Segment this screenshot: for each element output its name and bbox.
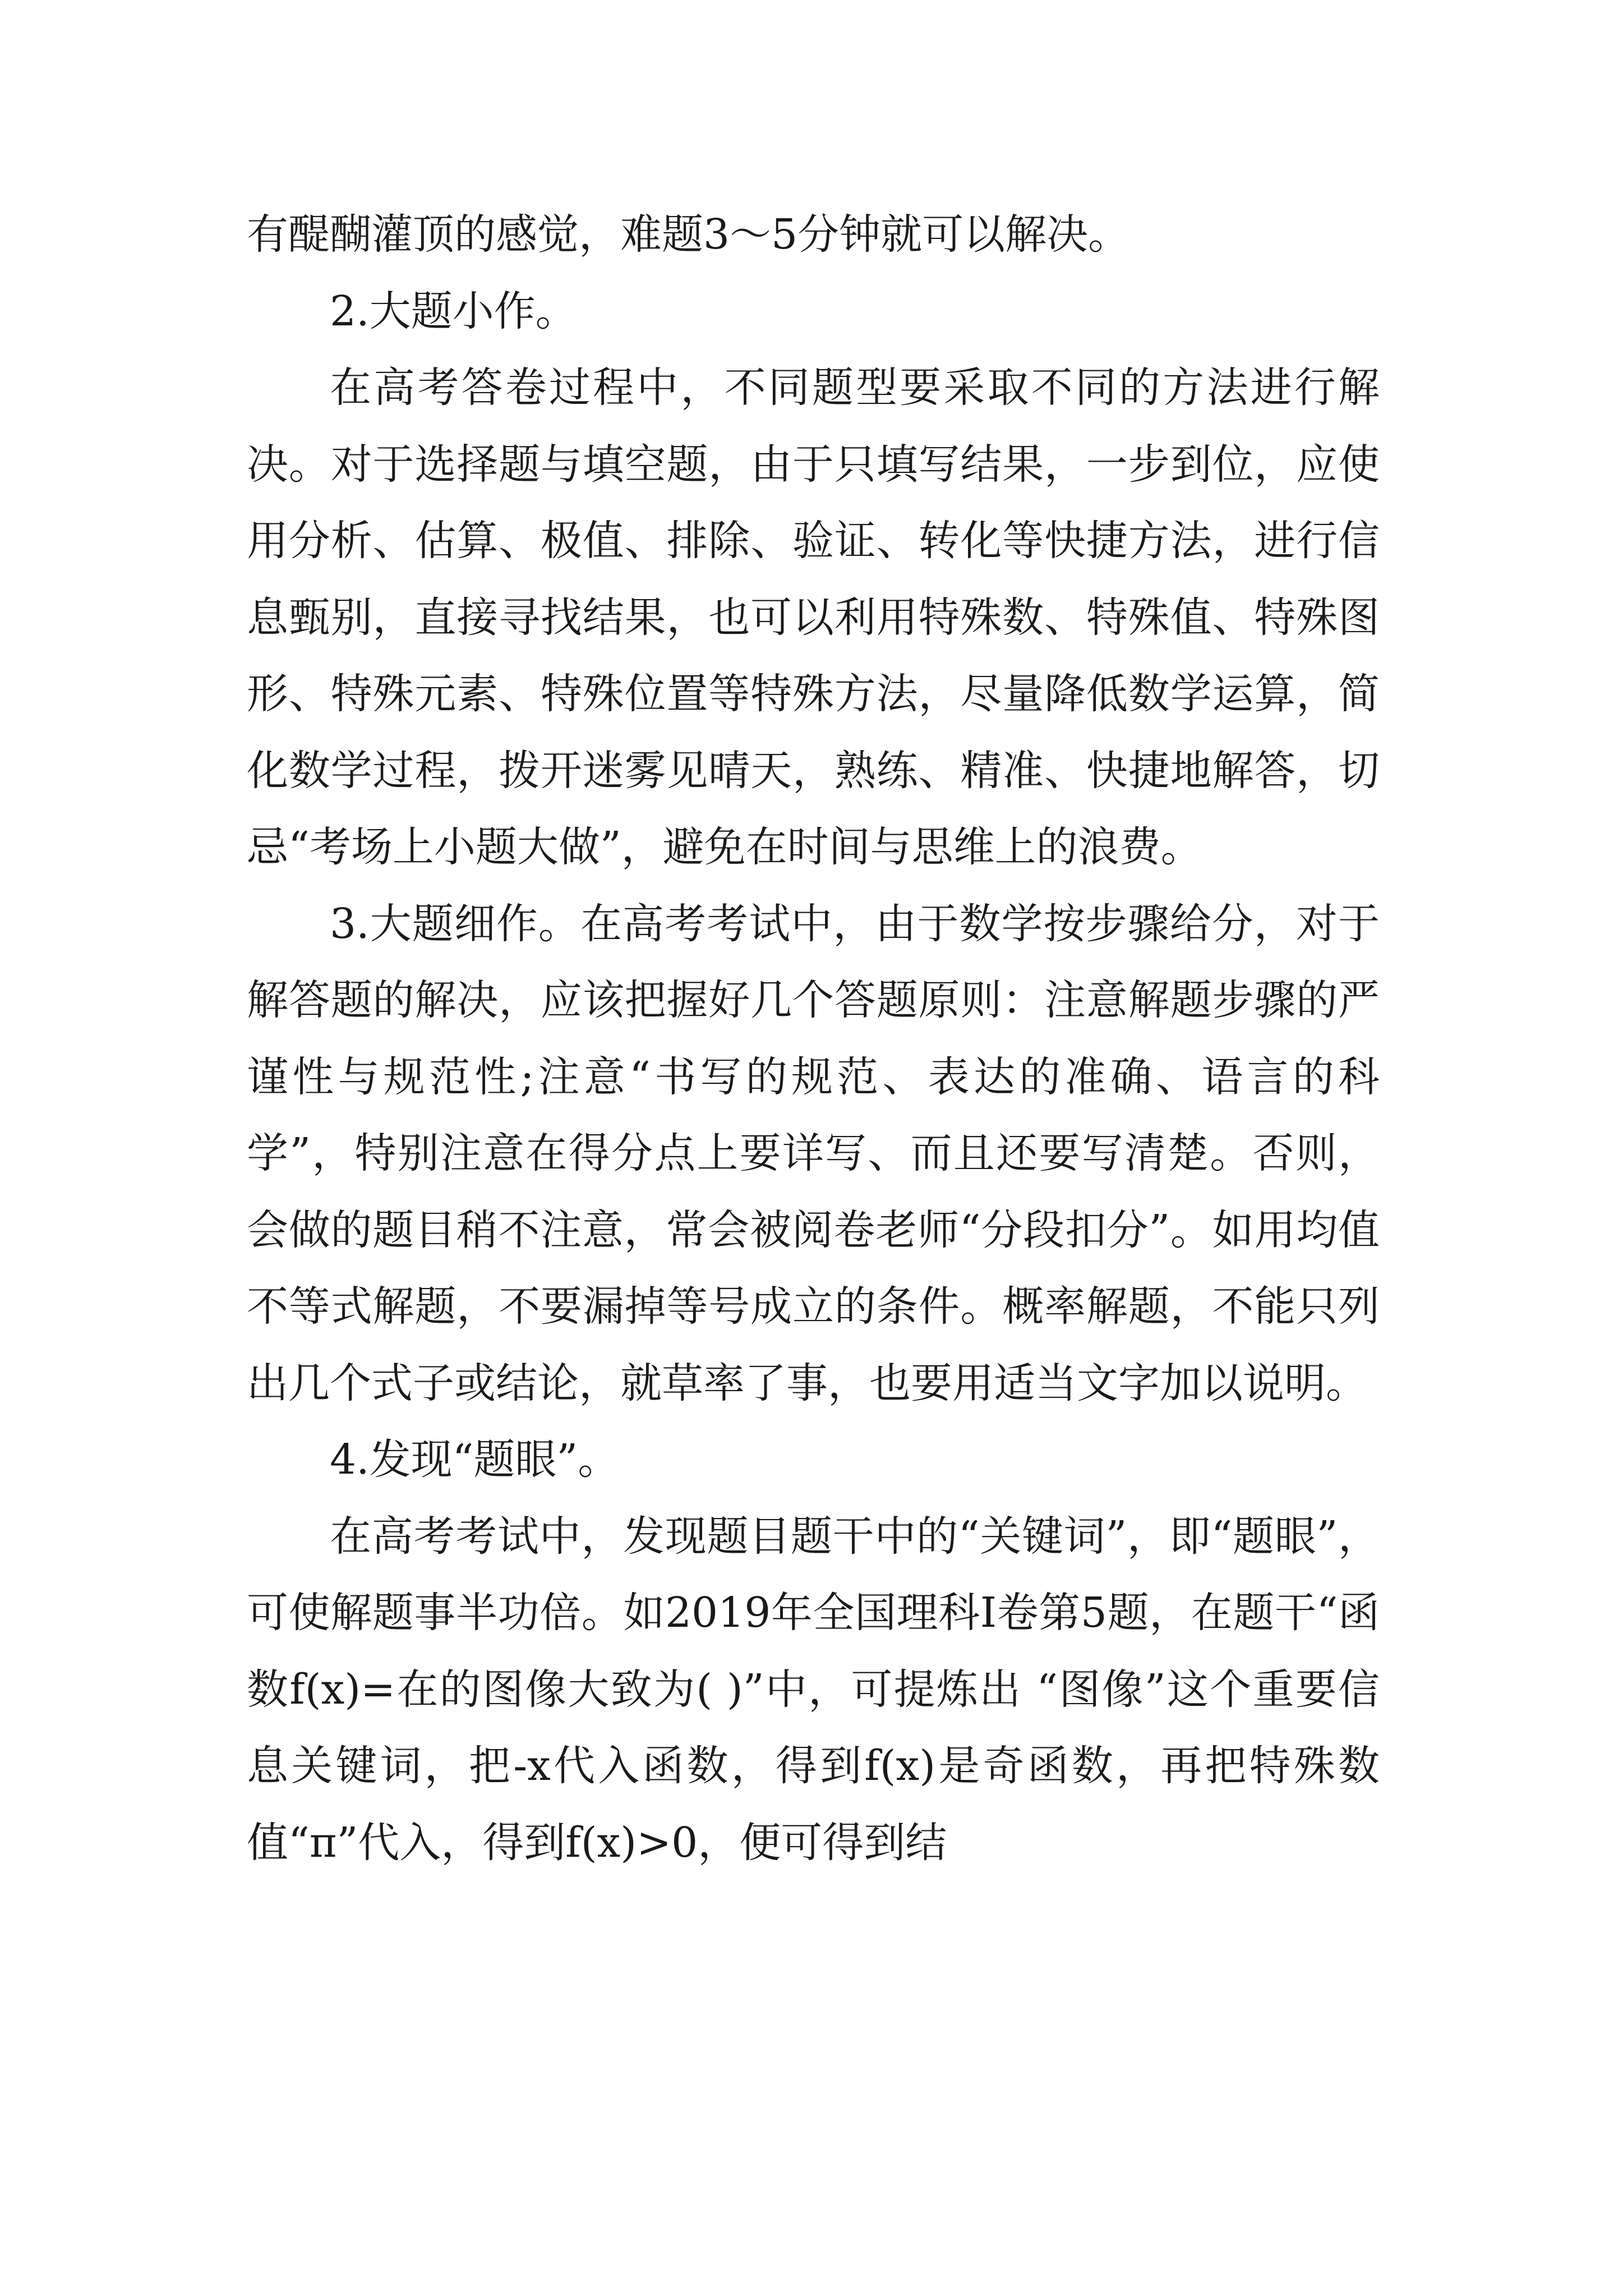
heading-item-4: 4.发现“题眼”。: [330, 1435, 620, 1484]
paragraph-continuation: 有醍醐灌顶的感觉，难题3～5分钟就可以解决。: [247, 210, 1130, 259]
paragraph-item-3: 3.大题细作。在高考考试中，由于数学按步骤给分，对于解答题的解决，应该把握好几个答题原则：注意解题步骤的严谨性与规范性;注意“书写的规范、表达的准确、语言的科学”，特别注意在得分点上要详写、而且还要写清楚。否则，会做的题目稍不注意，常会被阅卷老师“分段扣分”。如用均值不等式解题，不要漏掉等号成立的条件。概率解题，不能只列出几个式子或结论，就草率了事，也要用适当文字加以说明。: [247, 899, 1380, 1407]
heading-item-2: 2.大题小作。: [330, 287, 577, 335]
body-text: [247, 196, 1380, 1881]
paragraph-item-4-body: 在高考考试中，发现题目题干中的“关键词”，即“题眼”，可使解题事半功倍。如2019年全国理科Ⅰ卷第5题，在题干“函数f(x)=在的图像大致为( )”中，可提炼出 “图像”这个重要信息关键词，把-x代入函数，得到f(x)是奇函数，再把特殊数值“π”代入，得到f(x)>0，便可得到结: [247, 1512, 1380, 1867]
paragraph-item-2-body: 在高考答卷过程中，不同题型要采取不同的方法进行解决。对于选择题与填空题，由于只填写结果，一步到位，应使用分析、估算、极值、排除、验证、转化等快捷方法，进行信息甄别，直接寻找结果，也可以利用特殊数、特殊值、特殊图形、特殊元素、特殊位置等特殊方法，尽量降低数学运算，简化数学过程，拨开迷雾见晴天，熟练、精准、快捷地解答，切忌“考场上小题大做”，避免在时间与思维上的浪费。: [247, 364, 1380, 871]
